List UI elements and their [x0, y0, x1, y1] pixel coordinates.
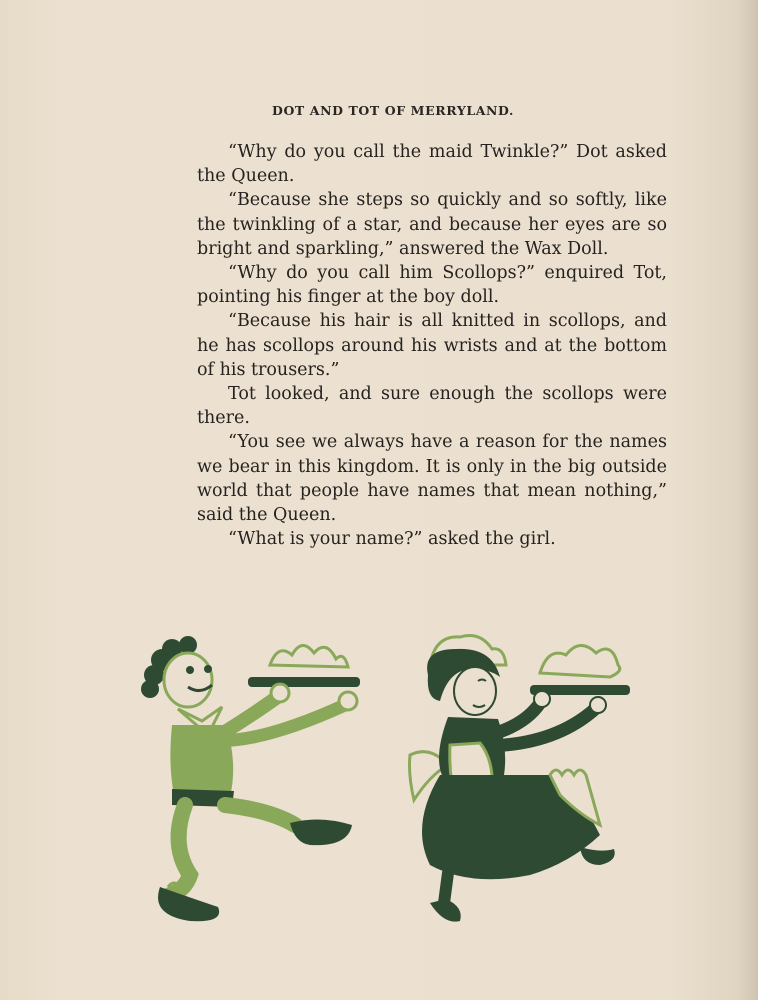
- maid-doll-figure: [410, 636, 631, 922]
- boy-doll-figure: [141, 636, 360, 921]
- paragraph: “What is your name?” asked the girl.: [228, 529, 556, 550]
- paragraph: “Because his hair is all knitted in scollops, and he has scollops around his wrists and at the bottom of his trousers.”: [197, 311, 667, 380]
- illustration-doll-servants: [130, 625, 650, 935]
- running-head: DOT AND TOT OF MERRYLAND.: [272, 103, 514, 118]
- paragraph: “Because she steps so quickly and so softly, like the twinkling of a star, and because her eyes are so bright and sparkling,” answered the Wax Doll.: [197, 190, 667, 259]
- paragraph: “You see we always have a reason for the names we bear in this kingdom. It is only in the big outside world that people have names that mean nothing,” said the Queen.: [197, 432, 667, 526]
- paragraph: “Why do you call him Scollops?” enquired Tot, pointing his finger at the boy doll.: [197, 263, 667, 308]
- paragraph: Tot looked, and sure enough the scollops were there.: [197, 384, 667, 429]
- body-text: [197, 140, 667, 551]
- paragraph: “Why do you call the maid Twinkle?” Dot asked the Queen.: [197, 142, 667, 187]
